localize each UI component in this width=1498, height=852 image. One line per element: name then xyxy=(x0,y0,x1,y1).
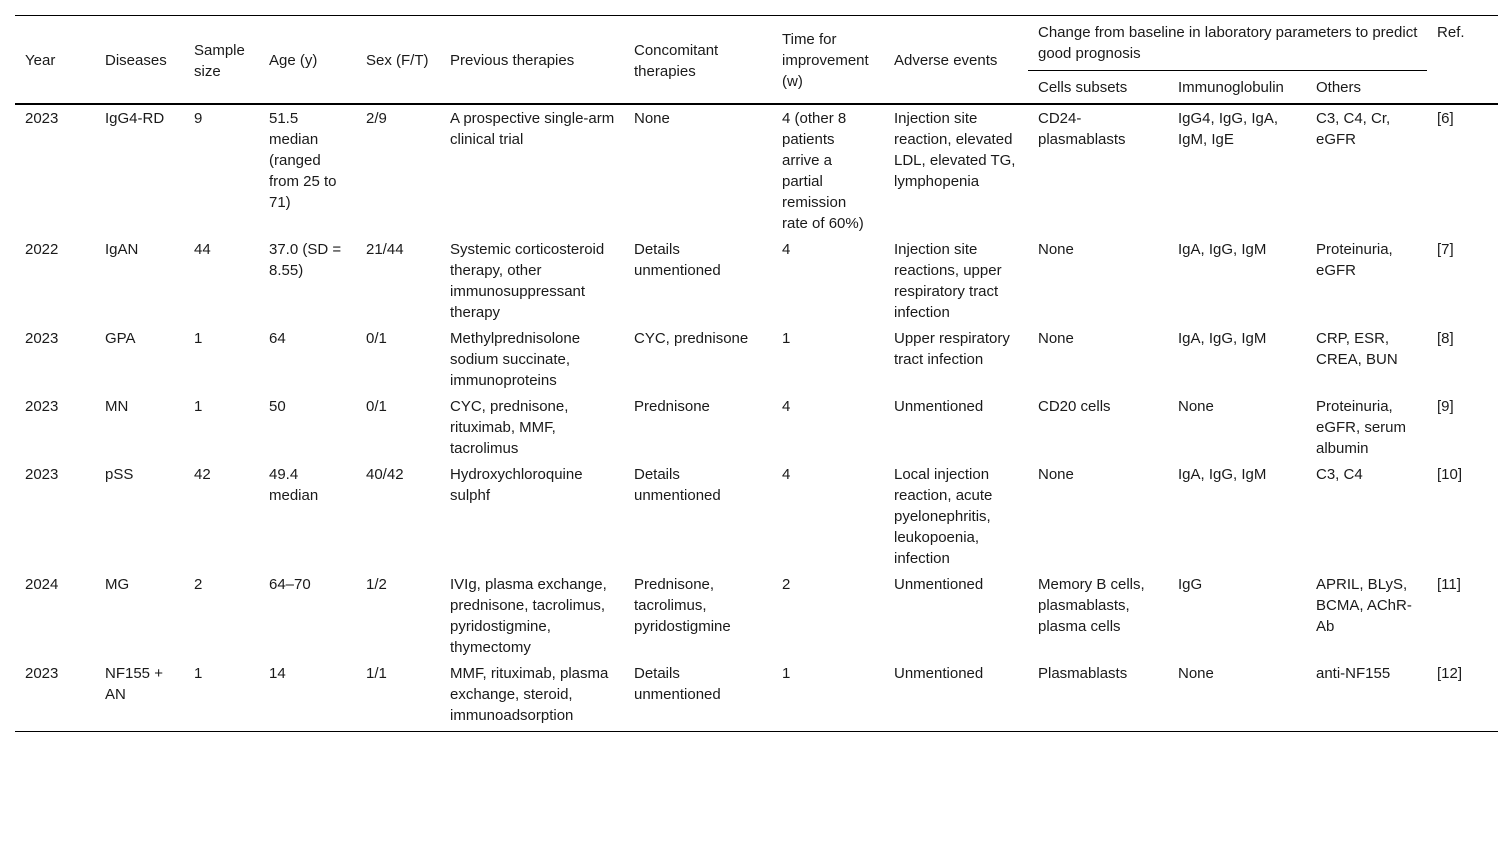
cell-sex: 21/44 xyxy=(366,241,404,258)
header-time-for-improvement: Time for improvement (w) xyxy=(772,16,884,105)
cell-concomitant-therapies: Details unmentioned xyxy=(634,241,721,279)
cell-concomitant-therapies: CYC, prednisone xyxy=(634,330,749,347)
cell-adverse-events: Injection site reactions, upper respiratory tract infection xyxy=(894,241,1002,321)
cell-disease: pSS xyxy=(105,466,134,483)
cell-sex: 1/2 xyxy=(366,576,387,593)
cell-time-for-improvement: 4 (other 8 patients arrive a partial remission rate of 60%) xyxy=(782,110,864,232)
header-immunoglobulin: Immunoglobulin xyxy=(1168,71,1306,105)
cell-adverse-events: Upper respiratory tract infection xyxy=(894,330,1010,368)
cell-year: 2023 xyxy=(25,330,59,347)
cell-previous-therapies: Hydroxychloroquine sulphf xyxy=(450,466,583,504)
cell-time-for-improvement: 1 xyxy=(772,660,884,732)
cell-previous-therapies: Methylprednisolone sodium succinate, immunoproteins xyxy=(450,330,581,389)
cell-immunoglobulin: None xyxy=(1178,398,1214,415)
cell-disease: MN xyxy=(105,398,129,415)
cell-year: 2023 xyxy=(25,398,59,415)
cell-disease: MG xyxy=(105,576,130,593)
cell-sample-size: 42 xyxy=(194,466,211,483)
cell-time-for-improvement: 4 xyxy=(782,241,791,258)
cell-disease: IgG4-RD xyxy=(105,110,165,127)
cell-immunoglobulin: None xyxy=(1168,660,1306,732)
header-age: Age (y) xyxy=(259,16,356,105)
cell-previous-therapies: CYC, prednisone, rituximab, MMF, tacrolimus xyxy=(450,398,569,457)
cell-year: 2023 xyxy=(25,110,59,127)
cell-time-for-improvement: 1 xyxy=(782,330,791,347)
cell-cells-subsets: Plasmablasts xyxy=(1028,660,1168,732)
table-row xyxy=(15,325,1498,393)
cell-time-for-improvement: 2 xyxy=(782,576,791,593)
cell-adverse-events: Unmentioned xyxy=(884,660,1028,732)
cell-ref: [12] xyxy=(1427,660,1498,732)
cell-immunoglobulin: IgG xyxy=(1178,576,1203,593)
cell-disease: IgAN xyxy=(105,241,139,258)
cell-age: 14 xyxy=(259,660,356,732)
cell-adverse-events: Local injection reaction, acute pyelonephritis, leukopoenia, infection xyxy=(894,466,993,567)
header-adverse-events: Adverse events xyxy=(884,16,1028,105)
cell-sex: 40/42 xyxy=(366,466,404,483)
cell-cells-subsets: None xyxy=(1038,330,1074,347)
cell-age: 64–70 xyxy=(269,576,311,593)
cell-sample-size: 2 xyxy=(194,576,203,593)
table-row xyxy=(15,461,1498,571)
table-container xyxy=(15,15,1498,732)
table-row xyxy=(15,104,1498,236)
cell-sample-size: 1 xyxy=(194,398,203,415)
cell-immunoglobulin: IgG4, IgG, IgA, IgM, IgE xyxy=(1178,110,1279,148)
header-previous-therapies: Previous therapies xyxy=(440,16,624,105)
header-others: Others xyxy=(1306,71,1427,105)
cell-age: 50 xyxy=(269,398,286,415)
cell-concomitant-therapies: Prednisone xyxy=(634,398,710,415)
header-lab-group: Change from baseline in laboratory parameters to predict good prognosis xyxy=(1028,16,1427,71)
cell-previous-therapies: MMF, rituximab, plasma exchange, steroid, immunoadsorption xyxy=(440,660,624,732)
cell-age: 64 xyxy=(269,330,286,347)
header-cells-subsets: Cells subsets xyxy=(1028,71,1168,105)
cell-adverse-events: Unmentioned xyxy=(894,576,984,593)
cell-ref: [7] xyxy=(1437,241,1454,258)
cell-time-for-improvement: 4 xyxy=(782,466,791,483)
cell-previous-therapies: A prospective single-arm clinical trial xyxy=(450,110,615,148)
header-sex: Sex (F/T) xyxy=(356,16,440,105)
cell-sex: 2/9 xyxy=(366,110,387,127)
header-year: Year xyxy=(15,16,95,105)
cell-immunoglobulin: IgA, IgG, IgM xyxy=(1178,466,1267,483)
cell-sex: 0/1 xyxy=(366,398,387,415)
header-sample-size: Sample size xyxy=(184,16,259,105)
cell-year: 2024 xyxy=(25,576,59,593)
cell-concomitant-therapies: Details unmentioned xyxy=(624,660,772,732)
cell-others: APRIL, BLyS, BCMA, AChR-Ab xyxy=(1316,576,1412,635)
cell-immunoglobulin: IgA, IgG, IgM xyxy=(1178,330,1267,347)
cell-age: 49.4 median xyxy=(269,466,319,504)
cell-adverse-events: Unmentioned xyxy=(894,398,984,415)
cell-ref: [11] xyxy=(1437,576,1461,593)
cell-concomitant-therapies: Details unmentioned xyxy=(634,466,721,504)
cell-ref: [6] xyxy=(1437,110,1454,127)
cell-sample-size: 1 xyxy=(194,330,203,347)
cell-others: Proteinuria, eGFR xyxy=(1316,241,1393,279)
cell-concomitant-therapies: Prednisone, tacrolimus, pyridostigmine xyxy=(634,576,731,635)
cell-cells-subsets: CD24-plasmablasts xyxy=(1038,110,1126,148)
cell-ref: [9] xyxy=(1437,398,1454,415)
table-row xyxy=(15,571,1498,660)
clinical-data-table xyxy=(15,15,1498,732)
cell-others: C3, C4 xyxy=(1316,466,1363,483)
cell-previous-therapies: Systemic corticosteroid therapy, other immunosuppressant therapy xyxy=(450,241,605,321)
table-row xyxy=(15,660,1498,732)
cell-sample-size: 9 xyxy=(194,110,203,127)
cell-cells-subsets: CD20 cells xyxy=(1038,398,1111,415)
table-header xyxy=(15,16,1498,105)
cell-ref: [10] xyxy=(1437,466,1463,483)
cell-disease: GPA xyxy=(105,330,136,347)
cell-others: C3, C4, Cr, eGFR xyxy=(1316,110,1391,148)
cell-others: anti-NF155 xyxy=(1306,660,1427,732)
table-body xyxy=(15,104,1498,732)
cell-sample-size: 1 xyxy=(184,660,259,732)
cell-year: 2023 xyxy=(15,660,95,732)
header-diseases: Diseases xyxy=(95,16,184,105)
header-row-top xyxy=(15,16,1498,71)
cell-disease: NF155 + AN xyxy=(95,660,184,732)
table-row xyxy=(15,236,1498,325)
cell-previous-therapies: IVIg, plasma exchange, prednisone, tacrolimus, pyridostigmine, thymectomy xyxy=(450,576,607,656)
cell-cells-subsets: None xyxy=(1038,466,1074,483)
header-ref: Ref. xyxy=(1427,16,1498,105)
table-row xyxy=(15,393,1498,461)
cell-cells-subsets: Memory B cells, plasmablasts, plasma cells xyxy=(1038,576,1145,635)
cell-time-for-improvement: 4 xyxy=(782,398,791,415)
cell-age: 51.5 median (ranged from 25 to 71) xyxy=(269,110,337,211)
cell-adverse-events: Injection site reaction, elevated LDL, elevated TG, lymphopenia xyxy=(894,110,1016,190)
cell-others: CRP, ESR, CREA, BUN xyxy=(1316,330,1398,368)
cell-concomitant-therapies: None xyxy=(634,110,670,127)
cell-sex: 1/1 xyxy=(356,660,440,732)
cell-immunoglobulin: IgA, IgG, IgM xyxy=(1178,241,1267,258)
cell-sample-size: 44 xyxy=(194,241,211,258)
cell-year: 2023 xyxy=(25,466,59,483)
cell-sex: 0/1 xyxy=(366,330,387,347)
cell-ref: [8] xyxy=(1437,330,1454,347)
cell-others: Proteinuria, eGFR, serum albumin xyxy=(1316,398,1407,457)
cell-cells-subsets: None xyxy=(1038,241,1074,258)
header-concomitant-therapies: Concomitant therapies xyxy=(624,16,772,105)
cell-year: 2022 xyxy=(25,241,59,258)
cell-age: 37.0 (SD = 8.55) xyxy=(269,241,342,279)
